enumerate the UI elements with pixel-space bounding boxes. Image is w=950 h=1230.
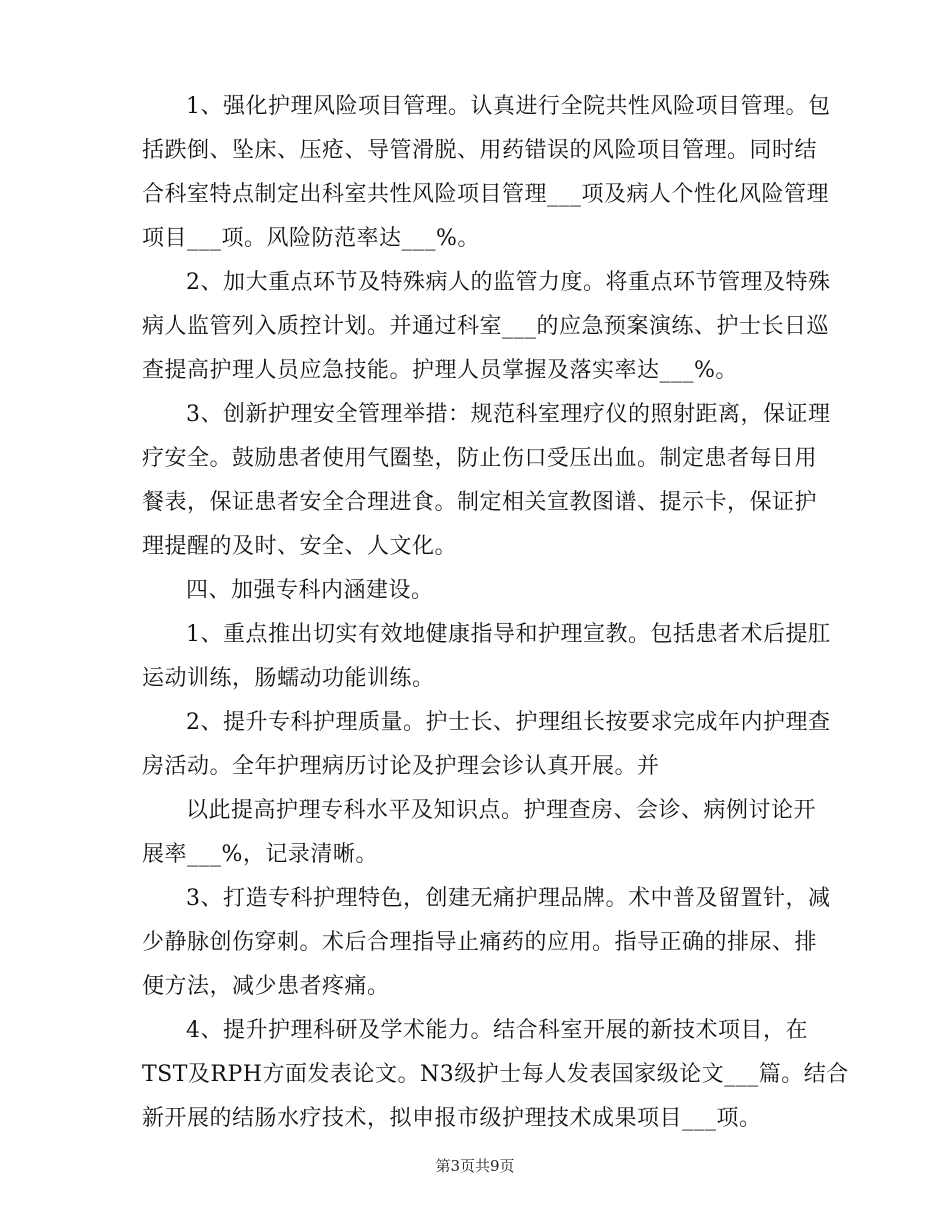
paragraph-line: 括跌倒、坠床、压疮、导管滑脱、用药错误的风险项目管理。同时结	[142, 138, 818, 163]
paragraph-line: 1、强化护理风险项目管理。认真进行全院共性风险项目管理。包	[186, 94, 831, 119]
paragraph-line: 房活动。全年护理病历讨论及护理会诊认真开展。并	[142, 754, 660, 779]
paragraph-line: 查提高护理人员应急技能。护理人员掌握及落实率达___%。	[142, 358, 738, 383]
paragraph-line: 4、提升护理科研及学术能力。结合科室开展的新技术项目，在	[186, 1018, 808, 1043]
paragraph-line: 餐表，保证患者安全合理进食。制定相关宣教图谱、提示卡，保证护	[142, 490, 818, 515]
paragraph-line: 病人监管列入质控计划。并通过科室___的应急预案演练、护士长日巡	[142, 314, 830, 339]
paragraph-line: 少静脉创伤穿刺。术后合理指导止痛药的应用。指导正确的排尿、排	[142, 930, 818, 955]
paragraph-line: 新开展的结肠水疗技术，拟申报市级护理技术成果项目___项。	[142, 1106, 762, 1131]
paragraph-line: 以此提高护理专科水平及知识点。护理查房、会诊、病例讨论开	[186, 798, 817, 823]
paragraph-line: 3、创新护理安全管理举措：规范科室理疗仪的照射距离，保证理	[186, 402, 831, 427]
section-heading: 四、加强专科内涵建设。	[186, 578, 434, 603]
paragraph-line: 运动训练，肠蠕动功能训练。	[142, 666, 435, 691]
paragraph-line: 合科室特点制定出科室共性风险项目管理___项及病人个性化风险管理	[142, 182, 830, 207]
paragraph-line: TST及RPH方面发表论文。N3级护士每人发表国家级论文___篇。结合	[142, 1062, 849, 1087]
paragraph-line: 展率___%，记录清晰。	[142, 842, 378, 867]
paragraph-line: 2、加大重点环节及特殊病人的监管力度。将重点环节管理及特殊	[186, 270, 831, 295]
paragraph-line: 疗安全。鼓励患者使用气圈垫，防止伤口受压出血。制定患者每日用	[142, 446, 818, 471]
paragraph-line: 2、提升专科护理质量。护士长、护理组长按要求完成年内护理查	[186, 710, 831, 735]
paragraph-line: 1、重点推出切实有效地健康指导和护理宣教。包括患者术后提肛	[186, 622, 831, 647]
paragraph-line: 便方法，减少患者疼痛。	[142, 974, 390, 999]
paragraph-line: 3、打造专科护理特色，创建无痛护理品牌。术中普及留置针，减	[186, 886, 831, 911]
page-number: 第3页共9页	[435, 1157, 515, 1175]
paragraph-line: 项目___项。风险防范率达___%。	[142, 226, 480, 251]
paragraph-line: 理提醒的及时、安全、人文化。	[142, 534, 458, 559]
